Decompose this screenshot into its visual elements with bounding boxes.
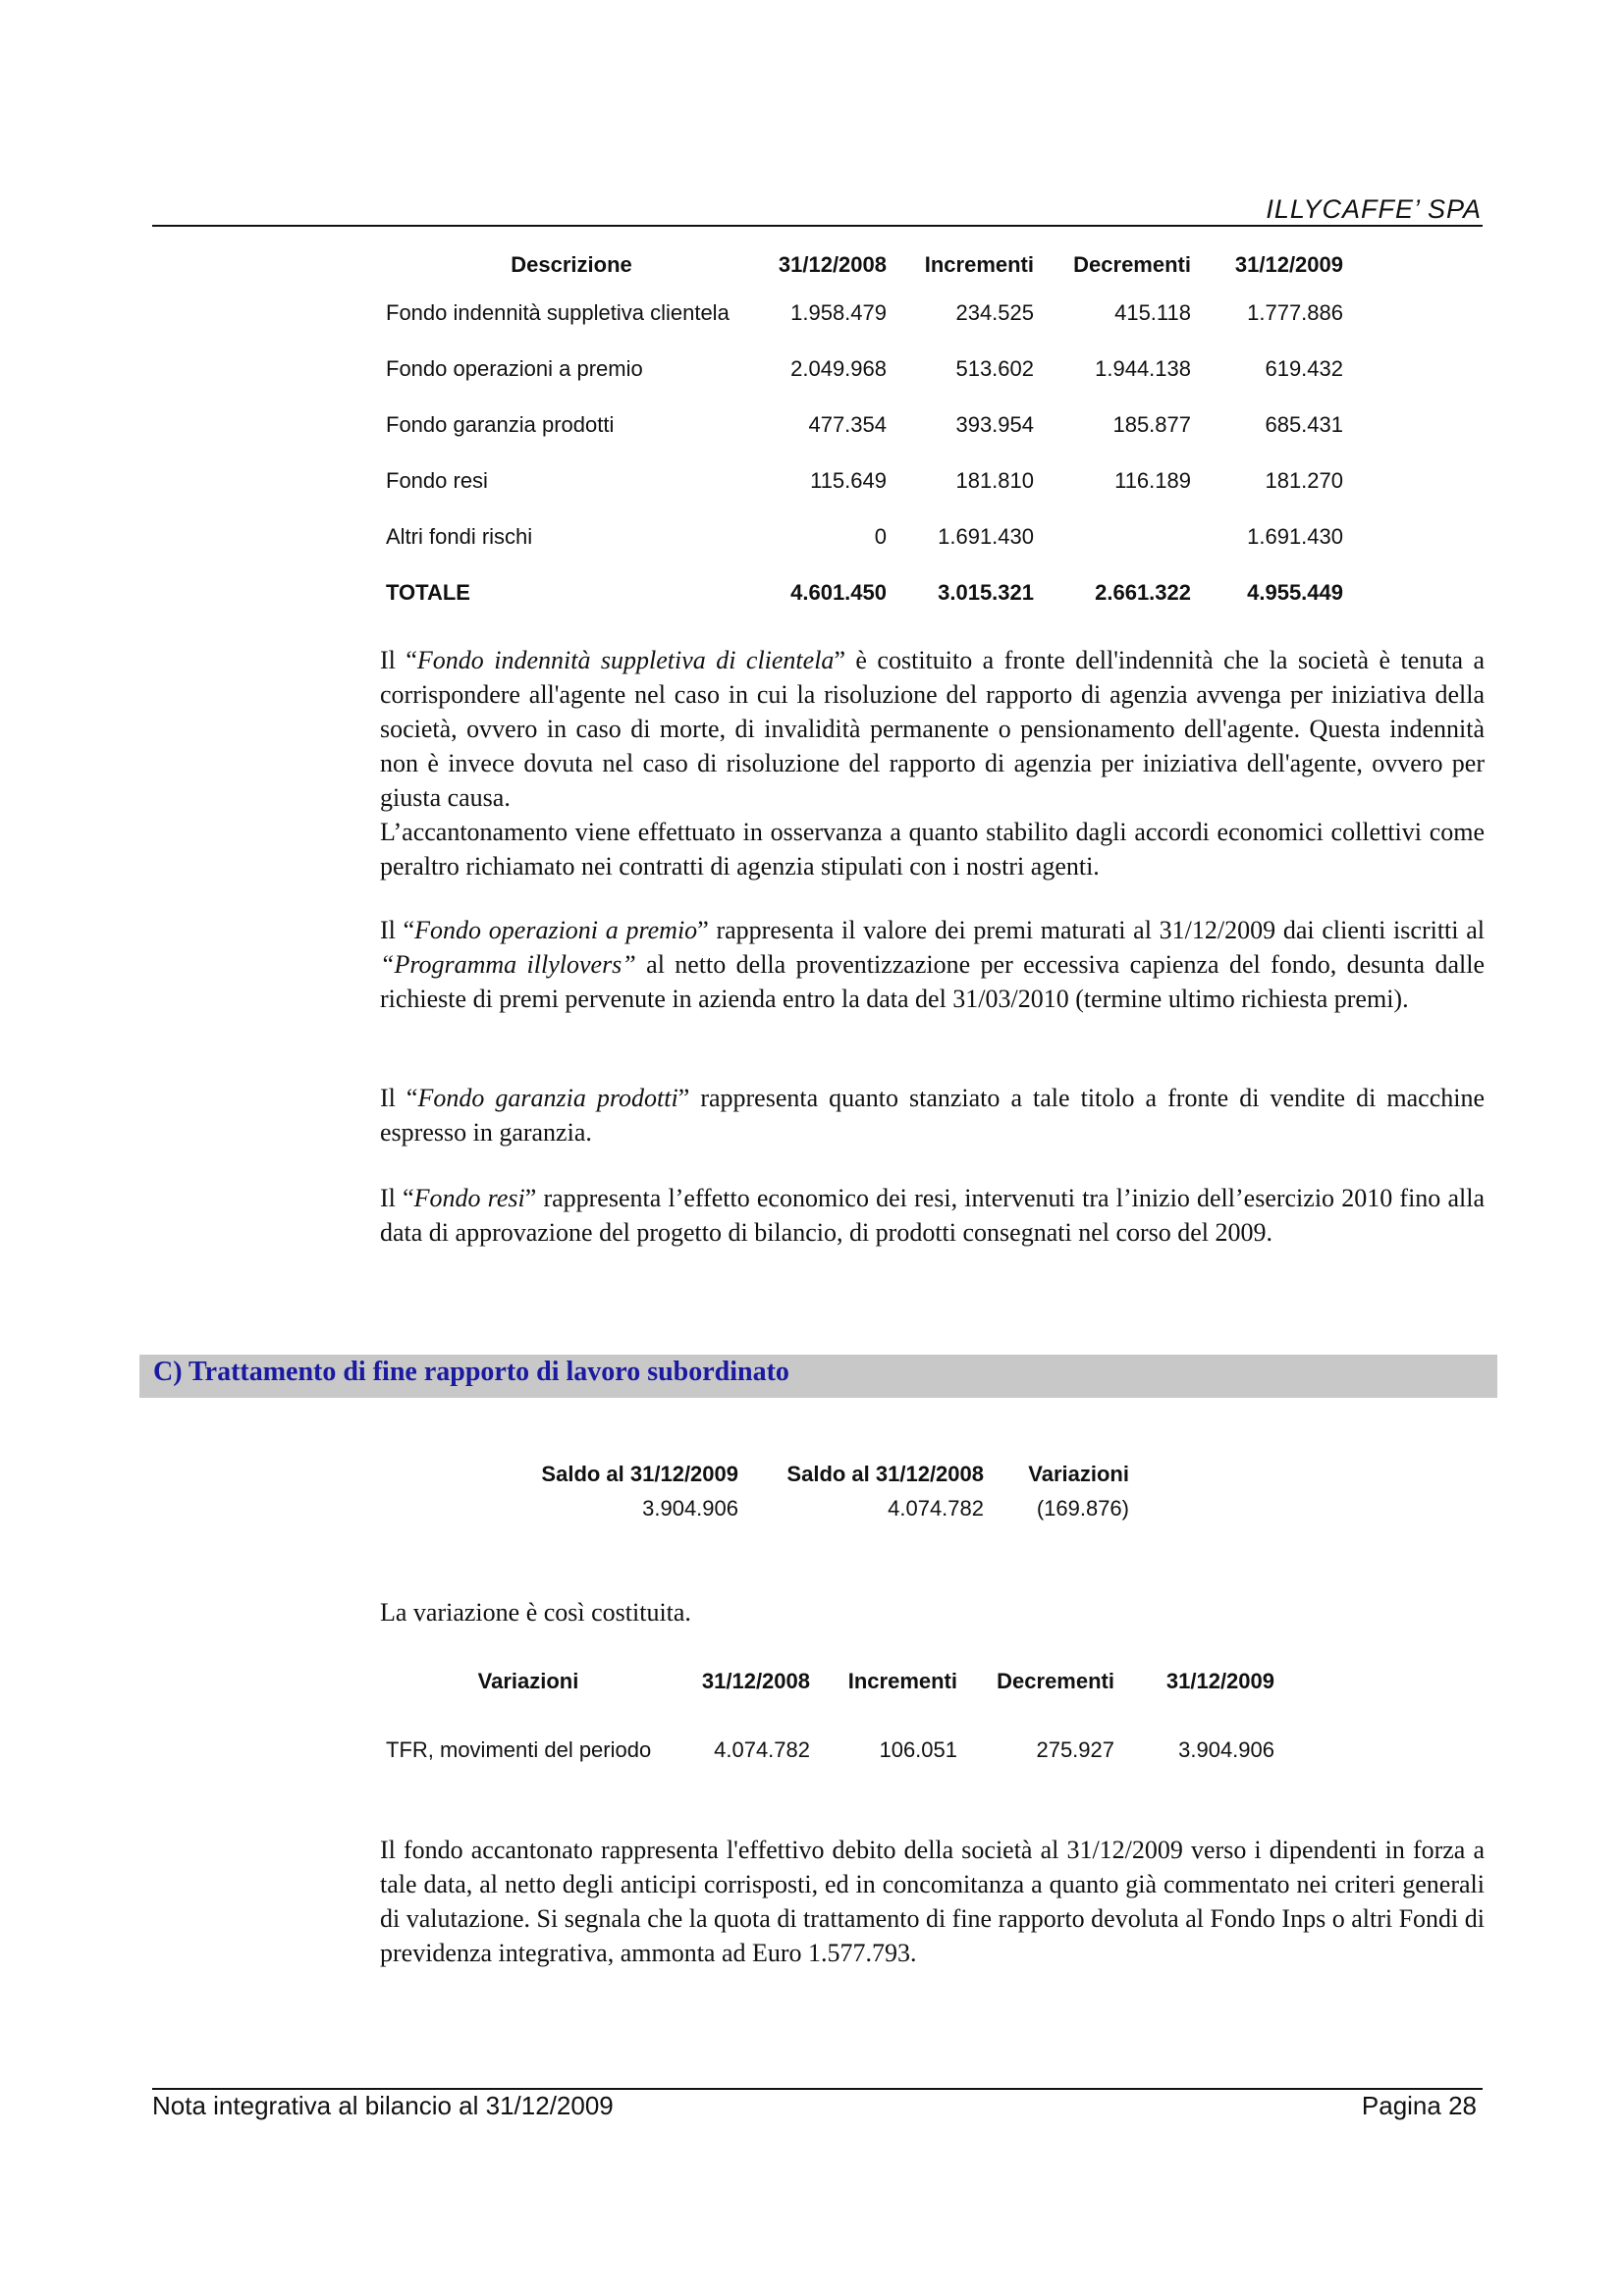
cell-incrementi: 513.602 [955,355,1034,381]
section-c-title: C) Trattamento di fine rapporto di lavoro subordinato [153,1357,789,1387]
fondi-table-header [386,245,1343,285]
cell-decrementi: 415.118 [1114,299,1191,325]
header-company-name: ILLYCAFFE’ SPA [1266,194,1482,224]
text: al netto della proventizzazione per eccessiva capienza del fondo, desunta dalle richieste di premi pervenute in azienda entro la data del 31/03/2010 (termine ultimo richiesta premi). [380,950,1485,1013]
row-label: Fondo operazioni a premio [386,355,643,381]
saldo-2008-header: Saldo al 31/12/2008 [786,1462,984,1486]
paragraph-fondo-accantonato: Il fondo accantonato rappresenta l'effettivo debito della società al 31/12/2009 verso i dipendenti in forza a tale data, al netto degli anticipi corrisposti, ed in concomitanza a quanto già commentato nei criteri generali di valutazione. Si segnala che la quota di trattamento di fine rapporto devoluta al Fondo Inps o altri Fondi di previdenza integrativa, ammonta ad Euro 1.577.793. [380,1836,1485,1967]
table-row [386,1731,1274,1770]
cell-2009: 3.904.906 [1178,1737,1274,1762]
col-incrementi: Incrementi [924,252,1034,277]
cell-incrementi: 181.810 [955,467,1034,493]
row-label: TFR, movimenti del periodo [386,1737,652,1762]
col-2009: 31/12/2009 [1165,1669,1274,1693]
saldo-2008-value: 4.074.782 [888,1496,984,1521]
cell-decrementi: 185.877 [1112,411,1191,437]
cell-2009: 1.777.886 [1247,299,1343,325]
page-number: Pagina 28 [1361,2091,1477,2120]
fondi-table [386,245,1343,620]
text: L’accantonamento viene effettuato in osservanza a quanto stabilito dagli accordi economici collettivi come peraltro richiamato nei contratti di agenzia stipulati con i nostri agenti. [380,818,1485,881]
cell-2009: 181.270 [1265,467,1343,493]
italic-term: Fondo garanzia prodotti [417,1084,678,1112]
cell-incrementi: 234.525 [955,299,1034,325]
table-row [386,397,1343,453]
row-label: Fondo garanzia prodotti [386,411,615,437]
text: ” rappresenta l’effetto economico dei resi, intervenuti tra l’inizio dell’esercizio 2010 fino alla data di approvazione del progetto di bilancio, di prodotti consegnati nel corso del 2009. [380,1184,1485,1247]
tfr-table [386,1662,1274,1770]
cell-decrementi [1034,508,1191,564]
italic-term: Fondo operazioni a premio [414,916,698,944]
text: Il “ [380,1184,414,1212]
header-rule [152,225,1483,227]
cell-2009: 685.431 [1265,411,1343,437]
variazioni-header: Variazioni [1028,1462,1129,1486]
paragraph-fondo-premio [380,913,1485,1016]
cell-incrementi: 393.954 [955,411,1034,437]
variation-intro: La variazione è così costituita. [380,1598,691,1627]
row-label: Altri fondi rischi [386,523,533,549]
table-row [386,285,1343,341]
col-descrizione: Descrizione [511,252,632,277]
cell-decrementi: 116.189 [1114,467,1191,493]
table-row [386,453,1343,508]
total-2008: 4.601.450 [790,579,887,605]
col-variazioni: Variazioni [477,1669,579,1693]
paragraph-fondo-garanzia [380,1081,1485,1149]
col-2008: 31/12/2008 [778,252,887,277]
variazioni-value: (169.876) [1036,1496,1129,1521]
table-row [386,508,1343,564]
cell-2009: 1.691.430 [1247,523,1343,549]
footer-rule [152,2088,1483,2090]
italic-term: Fondo resi [413,1184,525,1212]
cell-2008: 4.074.782 [714,1737,810,1762]
saldo-table [511,1457,1129,1525]
row-label: Fondo indennità suppletiva clientela [386,299,730,325]
cell-decrementi: 1.944.138 [1095,355,1191,381]
total-label: TOTALE [386,579,470,605]
text: Il “ [380,646,417,674]
col-2009: 31/12/2009 [1234,252,1343,277]
cell-incrementi: 1.691.430 [938,523,1034,549]
row-label: Fondo resi [386,467,488,493]
total-row [386,564,1343,620]
cell-2009: 619.432 [1265,355,1343,381]
text: ” è costituito a fronte dell'indennità che la società è tenuta a corrispondere all'agente nel caso in cui la risoluzione del rapporto di agenzia avvenga per iniziativa della società, ovvero in caso di morte, di invalidità permanente o pensionamento dell'agente. Questa indennità non è invece dovuta nel caso di risoluzione del rapporto di agenzia per iniziativa dell'agente, ovvero per giusta causa. [380,646,1486,812]
italic-term: Fondo indennità suppletiva di clientela [416,646,835,674]
text: Il “ [380,916,415,944]
spacer [386,1701,1274,1731]
total-2009: 4.955.449 [1247,579,1343,605]
cell-2008: 477.354 [808,411,887,437]
text: ” rappresenta quanto stanziato a tale titolo a fronte di vendite di macchine espresso in garanzia. [380,1084,1485,1147]
saldo-2009-value: 3.904.906 [642,1496,738,1521]
text: ” rappresenta il valore dei premi maturati al 31/12/2009 dai clienti iscritti al [697,916,1485,944]
footer-document-title: Nota integrativa al bilancio al 31/12/2009 [152,2091,614,2120]
cell-2008: 115.649 [810,467,887,493]
cell-incrementi: 106.051 [879,1737,957,1762]
cell-decrementi: 275.927 [1036,1737,1114,1762]
italic-term: “Programma illylovers” [380,950,636,979]
cell-2008: 0 [874,523,887,549]
text: Il “ [380,1084,418,1112]
saldo-2009-header: Saldo al 31/12/2009 [541,1462,738,1486]
col-decrementi: Decrementi [997,1669,1114,1693]
paragraph-fondo-resi [380,1181,1485,1250]
cell-2008: 1.958.479 [790,299,887,325]
col-incrementi: Incrementi [847,1669,957,1693]
total-decrementi: 2.661.322 [1095,579,1191,605]
cell-2008: 2.049.968 [790,355,887,381]
table-row [386,341,1343,397]
total-incrementi: 3.015.321 [938,579,1034,605]
col-2008: 31/12/2008 [701,1669,810,1693]
paragraph-fondo-indennita [380,643,1485,883]
col-decrementi: Decrementi [1073,252,1191,277]
